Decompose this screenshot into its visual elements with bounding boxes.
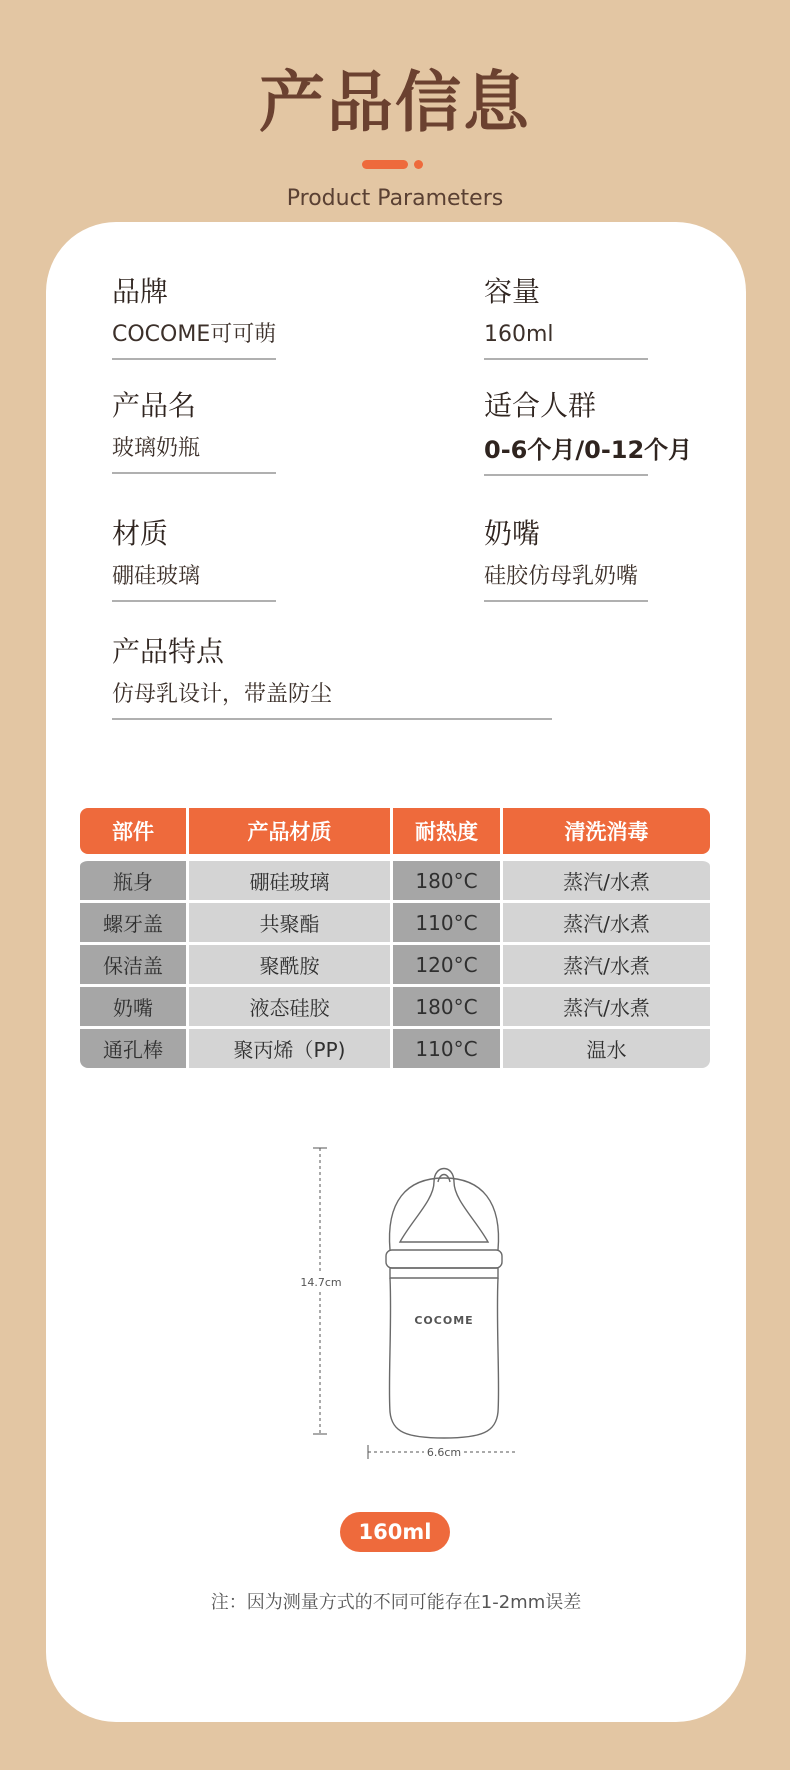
cell-material: 液态硅胶 [189, 984, 390, 1026]
header-cleaning: 清洗消毒 [503, 808, 710, 854]
param-value: 0-6个月/0-12个月 [484, 438, 648, 476]
measurement-note: 注：因为测量方式的不同可能存在1-2mm误差 [210, 1592, 582, 1613]
cell-heat: 180°C [393, 858, 500, 900]
height-dimension [296, 1148, 346, 1434]
param-features [112, 635, 552, 720]
header-material: 产品材质 [189, 808, 390, 854]
cell-part: 奶嘴 [80, 984, 186, 1026]
cell-heat: 110°C [393, 900, 500, 942]
param-label: 产品名 [112, 389, 197, 422]
page-subtitle: Product Parameters [286, 186, 504, 211]
param-value: COCOME可可萌 [112, 324, 276, 360]
param-material [112, 517, 276, 602]
table-row [80, 1026, 710, 1068]
width-label: 6.6cm [426, 1446, 462, 1459]
cell-part: 保洁盖 [80, 942, 186, 984]
height-label: 14.7cm [300, 1276, 342, 1289]
info-card [46, 222, 746, 1722]
bottle-outline [386, 1169, 502, 1439]
param-label: 品牌 [112, 275, 169, 308]
param-value: 玻璃奶瓶 [112, 438, 276, 474]
cell-material: 硼硅玻璃 [189, 858, 390, 900]
table-row [80, 984, 710, 1026]
param-label: 容量 [484, 275, 541, 308]
cell-material: 聚酰胺 [189, 942, 390, 984]
param-capacity [484, 275, 648, 360]
cell-cleaning: 蒸汽/水煮 [503, 900, 710, 942]
param-value: 160ml [484, 324, 648, 360]
cell-heat: 180°C [393, 984, 500, 1026]
bottle-diagram [276, 1142, 516, 1472]
param-label: 奶嘴 [484, 517, 541, 550]
cell-cleaning: 蒸汽/水煮 [503, 984, 710, 1026]
spec-table-header [80, 808, 710, 854]
width-dimension [368, 1445, 516, 1459]
param-label: 材质 [112, 517, 169, 550]
param-value: 硼硅玻璃 [112, 566, 276, 602]
cell-material: 共聚酯 [189, 900, 390, 942]
volume-badge: 160ml [340, 1512, 450, 1552]
cell-heat: 110°C [393, 1026, 500, 1068]
title-accent-bar [362, 160, 408, 169]
cell-part: 螺牙盖 [80, 900, 186, 942]
header-heat-resistance: 耐热度 [393, 808, 500, 854]
param-value: 仿母乳设计，带盖防尘 [112, 684, 552, 720]
param-label: 适合人群 [484, 389, 597, 422]
table-row [80, 858, 710, 900]
param-product-name [112, 389, 276, 474]
param-age-group [484, 389, 693, 476]
table-row [80, 900, 710, 942]
param-value: 硅胶仿母乳奶嘴 [484, 566, 648, 602]
cell-heat: 120°C [393, 942, 500, 984]
cell-cleaning: 蒸汽/水煮 [503, 942, 710, 984]
page-title: 产品信息 [259, 64, 531, 141]
cell-cleaning: 蒸汽/水煮 [503, 858, 710, 900]
cell-part: 通孔棒 [80, 1026, 186, 1068]
param-nipple [484, 517, 648, 602]
bottle-brand-mark: COCOME [414, 1314, 474, 1327]
param-label: 产品特点 [112, 635, 225, 668]
header-part: 部件 [80, 808, 186, 854]
spec-table [80, 808, 710, 1068]
param-brand [112, 275, 277, 360]
cell-part: 瓶身 [80, 858, 186, 900]
title-accent-dot [414, 160, 423, 169]
cell-cleaning: 温水 [503, 1026, 710, 1068]
table-row [80, 942, 710, 984]
cell-material: 聚丙烯（PP) [189, 1026, 390, 1068]
